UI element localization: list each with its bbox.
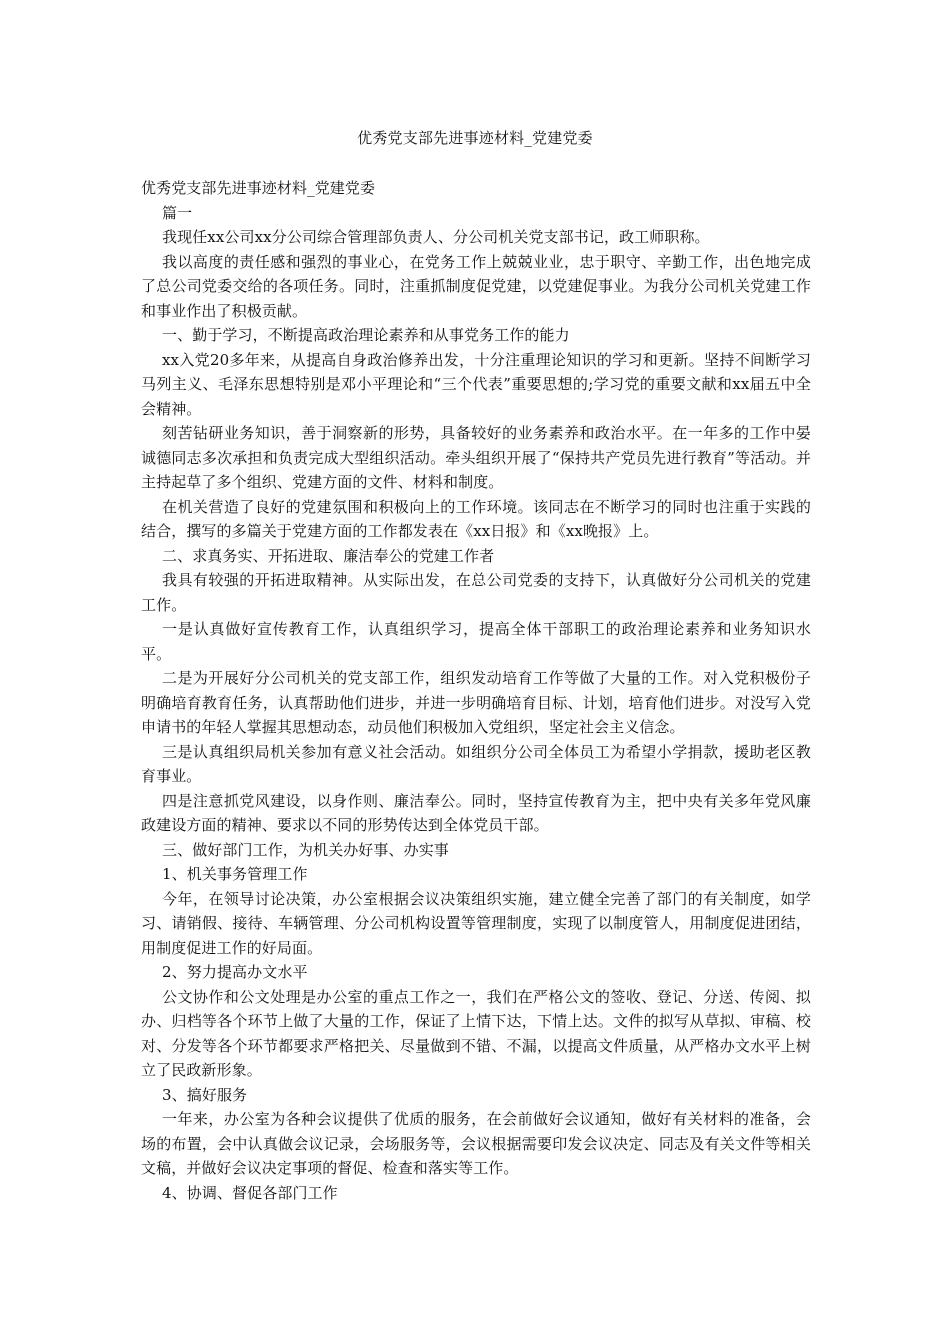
document-body: [141, 176, 811, 1205]
paragraph: 三是认真组织局机关参加有意义社会活动。如组织分公司全体员工为希望小学捐款，援助老区教育事业。: [141, 742, 811, 785]
paragraph: 公文协作和公文处理是办公室的重点工作之一，我们在严格公文的签收、登记、分送、传阅、拟办、归档等各个环节上做了大量的工作，保证了上情下达，下情上达。文件的拟写从草拟、审稿、校对、分发等各个环节都要求严格把关、尽量做到不错、不漏，以提高文件质量，从严格办文水平上树立了民政新形象。: [141, 987, 811, 1079]
subsection-heading: 1、机关事务管理工作: [162, 865, 308, 883]
paragraph: 一年来，办公室为各种会议提供了优质的服务，在会前做好会议通知，做好有关材料的准备，会场的布置，会中认真做会议记录，会场服务等，会议根据需要印发会议决定、同志及有关文件等相关文稿，并做好会议决定事项的督促、检查和落实等工作。: [141, 1110, 811, 1177]
paragraph: 刻苦钻研业务知识，善于洞察新的形势，具备较好的业务素养和政治水平。在一年多的工作中晏诚德同志多次承担和负责完成大型组织活动。牵头组织开展了“保持共产党员先进行教育”等活动。并主持起草了多个组织、党建方面的文件、材料和制度。: [141, 424, 811, 491]
subsection-heading: 2、努力提高办文水平: [162, 963, 308, 981]
subsection-heading: 3、搞好服务: [162, 1085, 248, 1104]
section-heading: 二、求真务实、开拓进取、廉洁奉公的党建工作者: [162, 546, 495, 565]
paragraph: 四是注意抓党风建设，以身作则、廉洁奉公。同时，坚持宣传教育为主，把中央有关多年党风廉政建设方面的精神、要求以不同的形势传达到全体党员干部。: [141, 791, 811, 834]
paragraph: 我具有较强的开拓进取精神。从实际出发，在总公司党委的支持下，认真做好分公司机关的党建工作。: [141, 571, 811, 614]
paragraph: 今年，在领导讨论决策，办公室根据会议决策组织实施，建立健全完善了部门的有关制度，如学习、请销假、接待、车辆管理、分公司机构设置等管理制度，实现了以制度管人，用制度促进团结，用制度促进工作的好局面。: [141, 889, 811, 957]
paragraph: 一是认真做好宣传教育工作，认真组织学习，提高全体干部职工的政治理论素养和业务知识水平。: [141, 620, 811, 663]
section-heading: 一、勤于学习，不断提高政治理论素养和从事党务工作的能力: [162, 326, 570, 344]
subsection-heading: 4、协调、督促各部门工作: [162, 1183, 338, 1202]
section-heading: 三、做好部门工作，为机关办好事、办实事: [162, 840, 449, 859]
document-title: 优秀党支部先进事迹材料_党建党委: [357, 129, 593, 147]
paragraph: 我现任xx公司xx分公司综合管理部负责人、分公司机关党支部书记，政工师职称。: [162, 228, 710, 246]
paragraph: 我以高度的责任感和强烈的事业心，在党务工作上兢兢业业，忠于职守、辛勤工作，出色地完成了总公司党委交给的各项任务。同时，注重抓制度促党建，以党建促事业。为我分公司机关党建工作和事业作出了积极贡献。: [141, 252, 811, 320]
paragraph: 在机关营造了良好的党建氛围和积极向上的工作环境。该同志在不断学习的同时也注重于实践的结合，撰写的多篇关于党建方面的工作都发表在《xx日报》和《xx晚报》上。: [141, 497, 811, 540]
document-subtitle: 优秀党支部先进事迹材料_党建党委: [141, 179, 376, 197]
section-label: 篇一: [162, 203, 193, 222]
paragraph: xx入党20多年来，从提高自身政治修养出发，十分注重理论知识的学习和更新。坚持不间断学习马列主义、毛泽东思想特别是邓小平理论和“三个代表”重要思想的;学习党的重要文献和xx届五中全会精神。: [141, 350, 811, 418]
paragraph: 二是为开展好分公司机关的党支部工作，组织发动培育工作等做了大量的工作。对入党积极份子明确培育教育任务，认真帮助他们进步，并进一步明确培育目标、计划，培育他们进步。对没写入党申请书的年轻人掌握其思想动态，动员他们积极加入党组织，坚定社会主义信念。: [141, 669, 811, 736]
